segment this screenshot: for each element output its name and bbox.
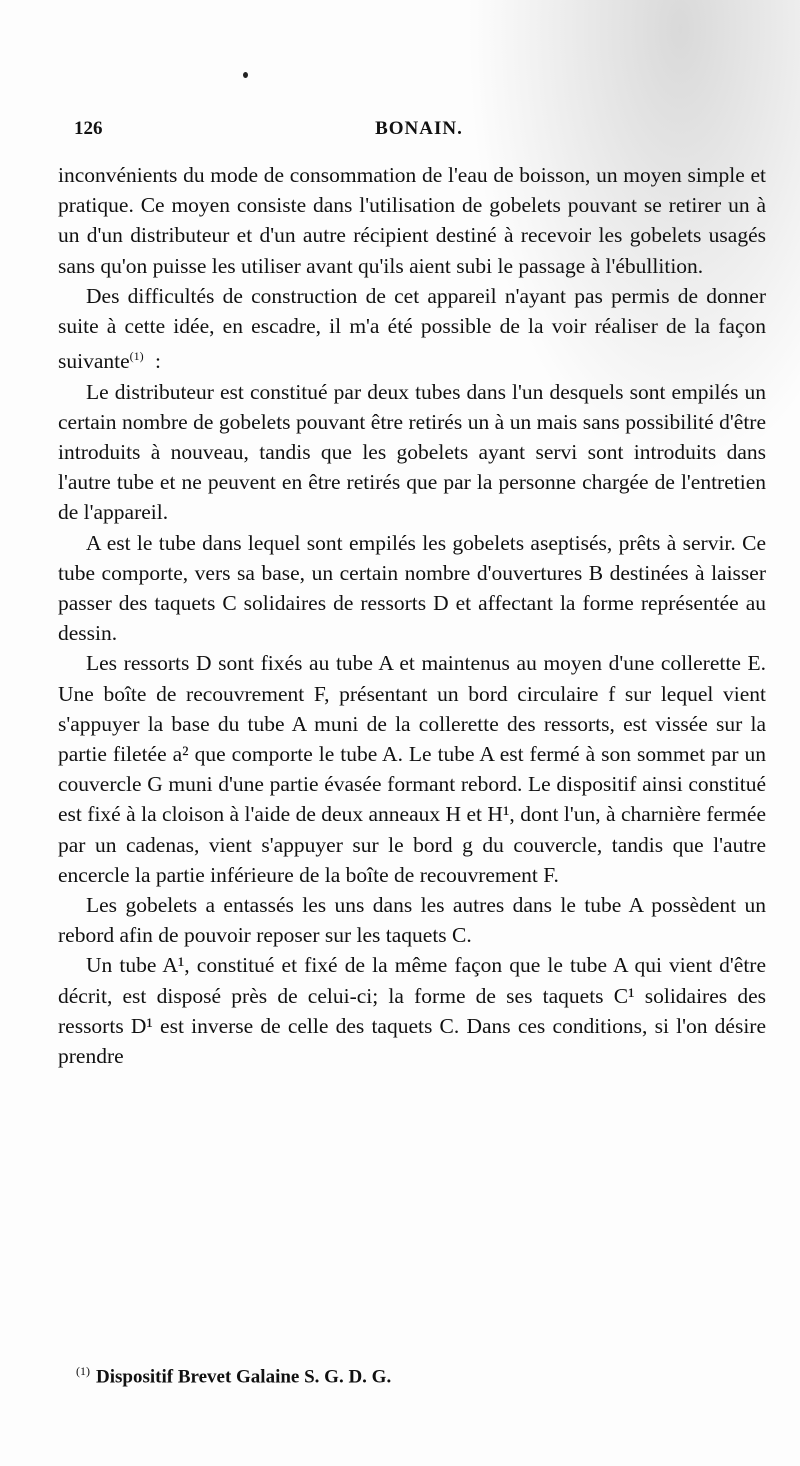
page-number: 126	[74, 118, 103, 139]
footnote	[76, 1364, 766, 1388]
footnote-mark: (1)	[76, 1364, 90, 1378]
paragraph-3: Le distributeur est constitué par deux tubes dans l'un desquels sont empilés un certain nombre de gobelets pouvant être retirés un à un mais sans possibilité d'être introduits à nouveau, tandis que les gobelets ayant servi sont introduits dans l'autre tube et ne peuvent en être retirés que par la personne chargée de l'entretien de l'appareil.	[58, 379, 766, 525]
paragraph-7: Un tube A¹, constitué et fixé de la même façon que le tube A qui vient d'être décrit, est disposé près de celui-ci; la forme de ses taquets C¹ solidaires des ressorts D¹ est inverse de celle des taquets C. Dans ces conditions, si l'on désire prendre	[58, 953, 766, 1069]
page-header	[74, 118, 764, 148]
paragraph-6: Les gobelets a entassés les uns dans les autres dans le tube A possèdent un rebord afin de pouvoir reposer sur les taquets C.	[58, 893, 766, 948]
footnote-reference: (1)	[129, 349, 144, 364]
running-head: BONAIN.	[375, 118, 463, 139]
ink-speck	[243, 72, 248, 78]
paragraph-1: inconvénients du mode de consommation de l'eau de boisson, un moyen simple et pratique. Ce moyen consiste dans l'utilisation de gobelets pouvant se retirer un à un d'un distributeur et d'un autre récipient destiné à recevoir les gobelets usagés sans qu'on puisse les utiliser avant qu'ils aient subi le passage à l'ébullition.	[58, 163, 766, 278]
paragraph-2	[58, 281, 766, 377]
footnote-text: Dispositif Brevet Galaine S. G. D. G.	[96, 1366, 392, 1388]
paragraph-5: Les ressorts D sont fixés au tube A et maintenus au moyen d'une collerette E. Une boîte de recouvrement F, présentant un bord circulaire f sur lequel vient s'appuyer la base du tube A muni de la collerette des ressorts, est vissée sur la partie filetée a² que comporte le tube A. Le tube A est fermé à son sommet par un couvercle G muni d'une partie évasée formant rebord. Le dispositif ainsi constitué est fixé à la cloison à l'aide de deux anneaux H et H¹, dont l'un, à charnière fermée par un cadenas, vient s'appuyer sur le bord g du couvercle, tandis que l'autre encercle la partie inférieure de la boîte de recouvrement F.	[58, 651, 766, 887]
paragraph-4: A est le tube dans lequel sont empilés les gobelets aseptisés, prêts à servir. Ce tube comporte, vers sa base, un certain nombre d'ouvertures B destinées à laisser passer des taquets C solidaires de ressorts D et affectant la forme représentée au dessin.	[58, 530, 766, 646]
paragraph-2-text: Des difficultés de construction de cet appareil n'ayant pas permis de donner suite à cette idée, en escadre, il m'a été possible de la voir réaliser de la façon suivante	[58, 283, 766, 374]
body-text	[58, 160, 766, 1071]
paragraph-2-tail: :	[149, 349, 162, 374]
